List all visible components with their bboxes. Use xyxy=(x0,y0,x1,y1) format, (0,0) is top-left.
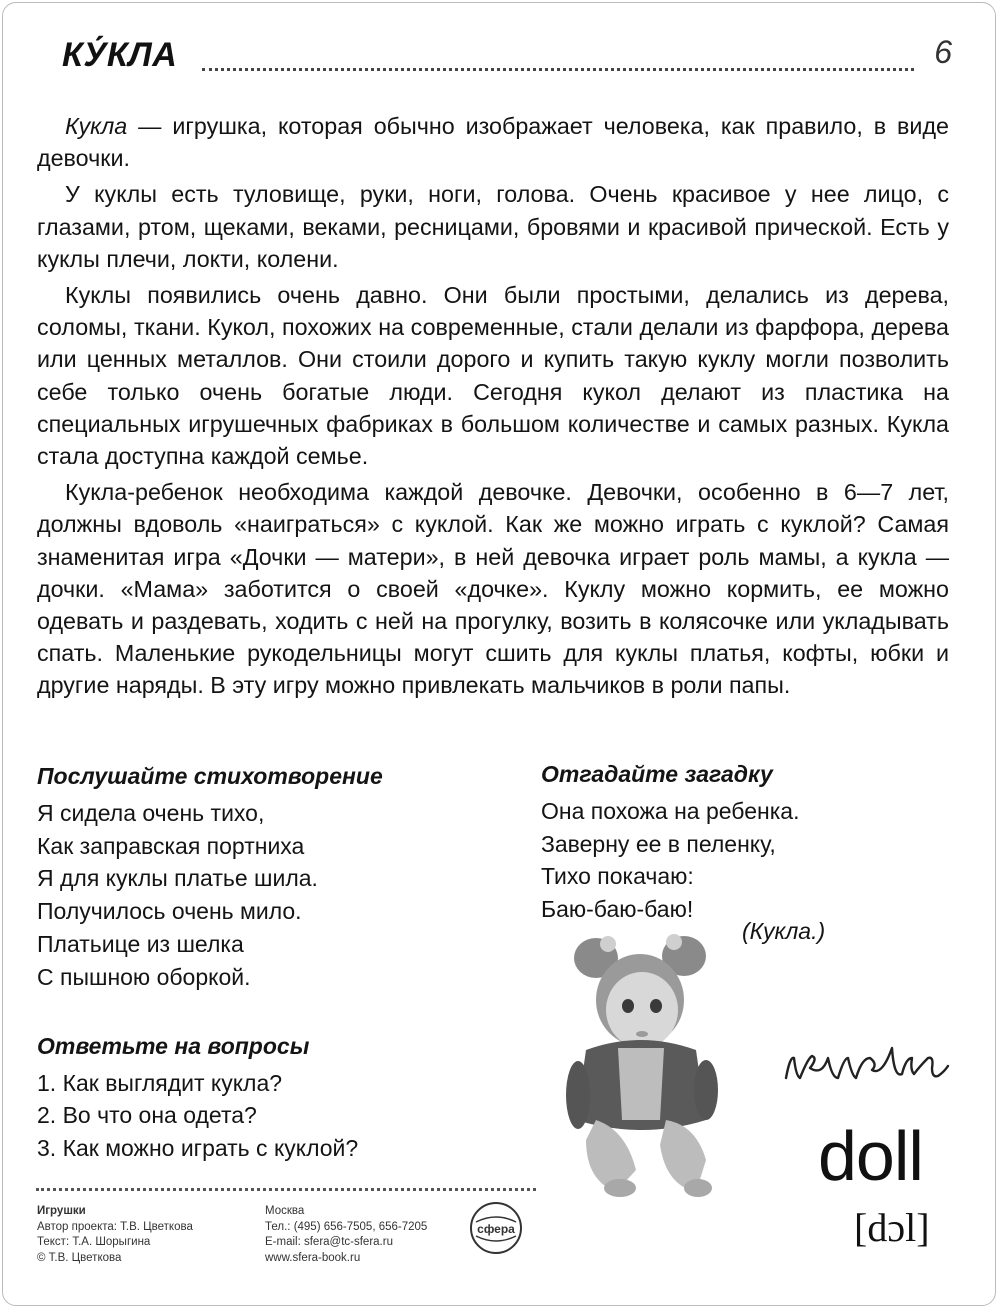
sfera-logo xyxy=(468,1200,524,1256)
page-number: 6 xyxy=(934,34,952,70)
question-item: 1. Как выглядит кукла? xyxy=(37,1069,283,1096)
riddle-answer: (Кукла.) xyxy=(742,918,826,944)
poem-line: С пышною оборкой. xyxy=(37,963,251,990)
footer-contacts xyxy=(265,1204,427,1266)
poem-line: Я для куклы платье шила. xyxy=(37,865,318,892)
page-header xyxy=(36,30,954,80)
svg-text:сфера: сфера xyxy=(477,1222,515,1236)
definition-text: — игрушка, которая обычно изображает человека, как правило, в виде девочки. xyxy=(37,113,949,172)
paragraph-definition xyxy=(37,110,949,174)
riddle-line: Тихо покачаю: xyxy=(541,863,694,890)
questions-title: Ответьте на вопросы xyxy=(37,1033,310,1059)
text-author: Текст: Т.А. Шорыгина xyxy=(37,1236,151,1249)
city: Москва xyxy=(265,1205,305,1217)
series-name: Игрушки xyxy=(37,1205,86,1217)
riddle-line: Заверну ее в пеленку, xyxy=(541,830,776,857)
poem-title: Послушайте стихотворение xyxy=(37,763,383,789)
poem-line: Платьице из шелка xyxy=(37,930,244,957)
phone: Тел.: (495) 656-7505, 656-7205 xyxy=(265,1220,428,1233)
copyright: © Т.В. Цветкова xyxy=(37,1251,122,1264)
paragraph-play: Кукла-ребенок необходима каждой девочке. Девочки, особенно в 6—7 лет, должны вдоволь «наиграться» с куклой. Как же можно играть с куклой? Самая знаменитая игра «Дочки — матери», в ней девочка играет роль мамы, а кукла — дочки. «Мама» заботится о своей «дочке». Куклу можно кормить, ее можно одевать и раздевать, ходить с ней на прогулку, возить в колясочке или укладывать спать. Маленькие рукодельницы могут сшить для куклы платья, кофты, юбки и другие наряды. В эту игру можно привлекать мальчиков в роли папы. xyxy=(37,479,949,699)
page-title: КУ́КЛА xyxy=(62,36,178,74)
paragraph-body-parts: У куклы есть туловище, руки, ноги, голова. Очень красивое у нее лицо, с глазами, ртом, щеками, веками, ресницами, бровями и красивой прической. Есть у куклы плечи, локти, колени. xyxy=(37,181,949,272)
question-item: 2. Во что она одета? xyxy=(37,1102,257,1128)
questions-section xyxy=(37,1030,537,1164)
riddle-section xyxy=(541,758,961,926)
cursive-word-doll xyxy=(782,1028,952,1098)
footer-credits xyxy=(37,1204,193,1266)
email: E-mail: sfera@tc-sfera.ru xyxy=(265,1236,393,1249)
riddle-title: Отгадайте загадку xyxy=(541,761,773,787)
transcription: [dɔl] xyxy=(854,1205,930,1250)
english-word: doll xyxy=(818,1117,923,1195)
title-dotted-leader xyxy=(202,68,914,71)
question-item: 3. Как можно играть с куклой? xyxy=(37,1134,359,1161)
poem-line: Я сидела очень тихо, xyxy=(37,799,265,826)
term-doll: Кукла xyxy=(65,113,128,139)
poem-line: Как заправская портниха xyxy=(37,832,305,859)
doll-photo xyxy=(556,930,726,1200)
riddle-line: Она похожа на ребенка. xyxy=(541,797,800,824)
poem-section xyxy=(37,760,497,994)
poem-line: Получилось очень мило. xyxy=(37,898,302,925)
website: www.sfera-book.ru xyxy=(265,1251,361,1264)
riddle-line: Баю-баю-баю! xyxy=(541,896,694,923)
footer-divider xyxy=(36,1188,536,1191)
project-author: Автор проекта: Т.В. Цветкова xyxy=(37,1220,193,1233)
main-article xyxy=(37,110,949,702)
paragraph-history: Куклы появились очень давно. Они были простыми, делались из дерева, соломы, ткани. Кукол, похожих на современные, стали делали из фарфора, дерева или ценных металлов. Они стоили дорого и купить такую куклу могли позволить себе только очень богатые люди. Сегодня кукол делают из пластика на специальных игрушечных фабриках в большом количестве и самых разных. Кукла стала доступна каждой семье. xyxy=(37,282,949,470)
